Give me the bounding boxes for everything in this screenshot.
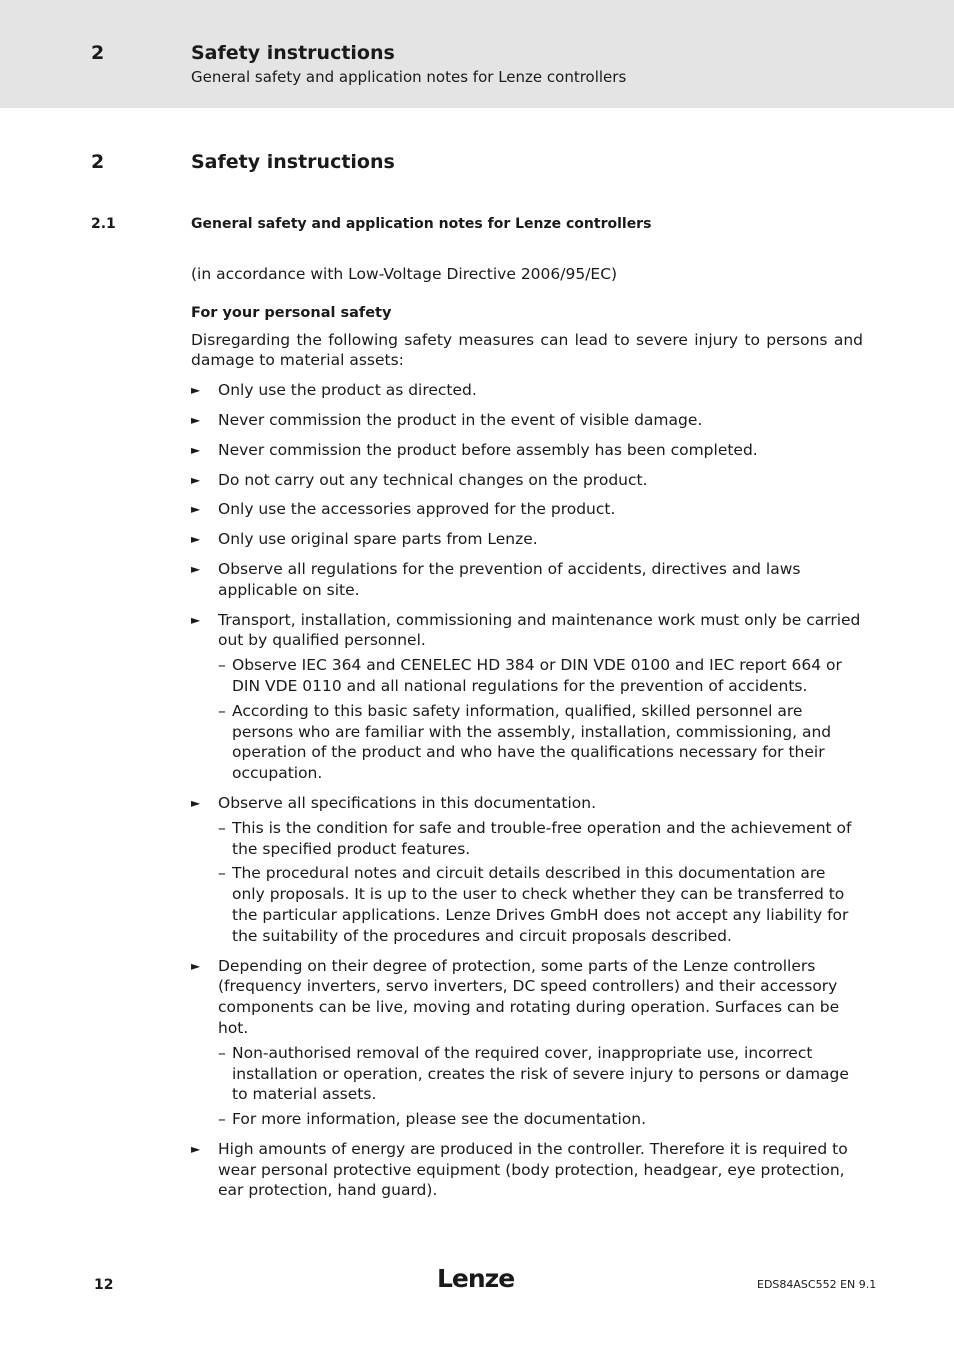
sub-item-text: The procedural notes and circuit details described in this documentation are only proposals. It is up to the user to check whether they can be transferred to the particular applications. Lenze Drives GmbH does not accept any liability for the suitability of the procedures and circuit proposals described. [232, 864, 849, 945]
dash-marker: – [218, 1110, 226, 1129]
body-content [191, 264, 863, 1210]
sub-item-text: According to this basic safety information, qualified, skilled personnel are persons who are familiar with the assembly, installation, commissioning, and operation of the product and who have the qualifications necessary for their occupation. [232, 701, 832, 783]
dash-marker: – [218, 656, 226, 675]
subsection-number: 2.1 [91, 216, 116, 232]
bullet-item [191, 610, 863, 784]
section-number: 2 [91, 151, 105, 173]
bullet-arrow-icon: ► [191, 795, 201, 810]
bullet-text: Do not carry out any technical changes on the product. [218, 470, 648, 489]
dash-marker: – [218, 701, 226, 720]
bullet-item [191, 559, 863, 601]
bullet-text: Never commission the product before assembly has been completed. [218, 440, 758, 459]
sub-list [218, 1043, 863, 1130]
header-chapter-number: 2 [91, 42, 105, 64]
page-number: 12 [94, 1277, 114, 1293]
directive-note: (in accordance with Low-Voltage Directive 2006/95/EC) [191, 265, 618, 283]
subsection-title: General safety and application notes for Lenze controllers [191, 216, 652, 232]
bullet-arrow-icon: ► [191, 958, 201, 973]
sub-item-text: Non-authorised removal of the required cover, inappropriate use, incorrect installation or operation, creates the risk of severe injury to persons or damage to material assets. [232, 1043, 849, 1104]
bullet-item [191, 410, 863, 431]
section-title: Safety instructions [191, 151, 395, 173]
bullet-text: Only use the accessories approved for the product. [218, 500, 616, 519]
bullet-arrow-icon: ► [191, 1141, 201, 1156]
bullet-item [191, 793, 863, 947]
bullet-arrow-icon: ► [191, 412, 201, 427]
bullet-item [191, 529, 863, 550]
sub-item [218, 701, 863, 784]
bullet-text: Observe all regulations for the prevention of accidents, directives and laws applicable on site. [218, 559, 801, 599]
bullet-item [191, 956, 863, 1130]
intro-paragraph: Disregarding the following safety measures can lead to severe injury to persons and damage to material assets: [191, 330, 863, 370]
bullet-item [191, 440, 863, 461]
dash-marker: – [218, 1043, 226, 1062]
bullet-arrow-icon: ► [191, 502, 201, 517]
bullet-text: Only use the product as directed. [218, 381, 477, 400]
bullet-arrow-icon: ► [191, 472, 201, 487]
header-chapter-title: Safety instructions [191, 42, 395, 64]
bullet-item [191, 499, 863, 520]
sub-item [218, 863, 863, 946]
document-id: EDS84ASC552 EN 9.1 [757, 1278, 877, 1291]
sub-item-text: Observe IEC 364 and CENELEC HD 384 or DIN VDE 0100 and IEC report 664 or DIN VDE 0110 and all national regulations for the prevention of accidents. [232, 656, 842, 695]
dash-marker: – [218, 864, 226, 883]
sub-item [218, 1109, 863, 1130]
bullet-arrow-icon: ► [191, 383, 201, 398]
header-subtitle: General safety and application notes for Lenze controllers [191, 68, 627, 86]
safety-bullet-list [191, 380, 863, 1201]
sub-item [218, 655, 863, 697]
sub-list [218, 655, 863, 784]
sub-item [218, 818, 863, 860]
bullet-text: Transport, installation, commissioning and maintenance work must only be carried out by qualified personnel. [218, 610, 861, 650]
bullet-arrow-icon: ► [191, 532, 201, 547]
personal-safety-heading: For your personal safety [191, 304, 392, 321]
bullet-text: High amounts of energy are produced in the controller. Therefore it is required to wear personal protective equipment (body protection, headgear, eye protection, ear protection, hand guard). [218, 1139, 848, 1200]
sub-list [218, 818, 863, 947]
dash-marker: – [218, 818, 226, 837]
sub-item [218, 1043, 863, 1105]
bullet-arrow-icon: ► [191, 442, 201, 457]
bullet-arrow-icon: ► [191, 612, 201, 627]
sub-item-text: For more information, please see the documentation. [232, 1110, 647, 1129]
bullet-text: Depending on their degree of protection, some parts of the Lenze controllers (frequency inverters, servo inverters, DC speed controllers) and their accessory components can be live, moving and rotating during operation. Surfaces can be hot. [218, 956, 840, 1037]
lenze-logo: Lenze [437, 1264, 515, 1293]
bullet-text: Only use original spare parts from Lenze. [218, 530, 538, 549]
bullet-arrow-icon: ► [191, 561, 201, 576]
page-header [0, 0, 954, 108]
sub-item-text: This is the condition for safe and trouble-free operation and the achievement of the specified product features. [232, 818, 852, 858]
bullet-item [191, 1139, 863, 1201]
bullet-item [191, 470, 863, 491]
bullet-item [191, 380, 863, 401]
bullet-text: Observe all specifications in this documentation. [218, 793, 597, 812]
bullet-text: Never commission the product in the event of visible damage. [218, 410, 703, 429]
